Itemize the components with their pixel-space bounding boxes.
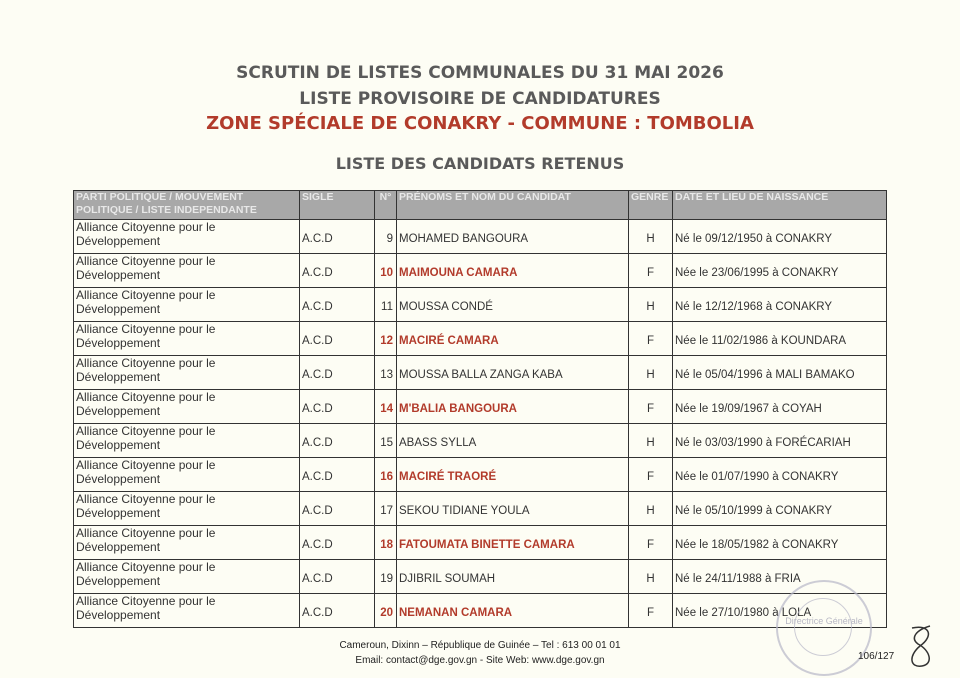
table-row [74,356,887,390]
candidate-name-cell: ABASS SYLLA [397,424,629,458]
party-cell: Alliance Citoyenne pour le Développement [74,458,300,492]
table-row [74,288,887,322]
sigle-cell: A.C.D [300,560,375,594]
gender-cell: F [629,458,673,492]
birth-cell: Né le 12/12/1968 à CONAKRY [673,288,887,322]
gender-cell: F [629,390,673,424]
candidate-name-cell: MAIMOUNA CAMARA [397,254,629,288]
table-row [74,458,887,492]
zone-title: ZONE SPÉCIALE DE CONAKRY - COMMUNE : TOMBOLIA [206,113,754,134]
column-header-sigle: SIGLE [300,191,375,220]
party-cell: Alliance Citoyenne pour le Développement [74,560,300,594]
sigle-cell: A.C.D [300,390,375,424]
sigle-cell: A.C.D [300,288,375,322]
table-row [74,254,887,288]
candidate-name-cell: MOHAMED BANGOURA [397,220,629,254]
page-number: 106/127 [858,651,895,662]
number-cell: 17 [375,492,397,526]
candidates-table [73,190,887,628]
party-cell: Alliance Citoyenne pour le Développement [74,526,300,560]
candidate-name-cell: FATOUMATA BINETTE CAMARA [397,526,629,560]
table-row [74,424,887,458]
birth-cell: Né le 03/03/1990 à FORÉCARIAH [673,424,887,458]
gender-cell: H [629,288,673,322]
gender-cell: H [629,424,673,458]
signature-mark [900,622,940,672]
table-row [74,526,887,560]
party-cell: Alliance Citoyenne pour le Développement [74,254,300,288]
sigle-cell: A.C.D [300,356,375,390]
sigle-cell: A.C.D [300,322,375,356]
gender-cell: F [629,322,673,356]
gender-cell: H [629,560,673,594]
sigle-cell: A.C.D [300,594,375,628]
gender-cell: F [629,526,673,560]
sigle-cell: A.C.D [300,220,375,254]
candidate-name-cell: MOUSSA BALLA ZANGA KABA [397,356,629,390]
sigle-cell: A.C.D [300,492,375,526]
number-cell: 11 [375,288,397,322]
candidate-name-cell: MOUSSA CONDÉ [397,288,629,322]
birth-cell: Née le 11/02/1986 à KOUNDARA [673,322,887,356]
candidate-name-cell: NEMANAN CAMARA [397,594,629,628]
table-row [74,492,887,526]
party-cell: Alliance Citoyenne pour le Développement [74,424,300,458]
birth-cell: Née le 01/07/1990 à CONAKRY [673,458,887,492]
sigle-cell: A.C.D [300,254,375,288]
table-row [74,560,887,594]
number-cell: 16 [375,458,397,492]
candidate-name-cell: SEKOU TIDIANE YOULA [397,492,629,526]
document-title: SCRUTIN DE LISTES COMMUNALES DU 31 MAI 2026 [236,63,724,83]
column-header-name: PRÉNOMS ET NOM DU CANDIDAT [397,191,629,220]
table-header-row [74,191,887,220]
number-cell: 18 [375,526,397,560]
column-header-gender: GENRE [629,191,673,220]
party-cell: Alliance Citoyenne pour le Développement [74,220,300,254]
document-subtitle: LISTE PROVISOIRE DE CANDIDATURES [299,89,661,109]
column-header-birth: DATE ET LIEU DE NAISSANCE [673,191,887,220]
gender-cell: H [629,220,673,254]
number-cell: 15 [375,424,397,458]
candidate-name-cell: DJIBRIL SOUMAH [397,560,629,594]
sigle-cell: A.C.D [300,424,375,458]
candidate-name-cell: MACIRÉ TRAORÉ [397,458,629,492]
birth-cell: Née le 18/05/1982 à CONAKRY [673,526,887,560]
number-cell: 12 [375,322,397,356]
gender-cell: F [629,594,673,628]
party-cell: Alliance Citoyenne pour le Développement [74,288,300,322]
column-header-party: PARTI POLITIQUE / MOUVEMENT POLITIQUE / LISTE INDEPENDANTE [74,191,300,220]
table-row [74,322,887,356]
sigle-cell: A.C.D [300,458,375,492]
gender-cell: H [629,492,673,526]
party-cell: Alliance Citoyenne pour le Développement [74,390,300,424]
candidate-name-cell: M'BALIA BANGOURA [397,390,629,424]
candidate-name-cell: MACIRÉ CAMARA [397,322,629,356]
birth-cell: Né le 05/04/1996 à MALI BAMAKO [673,356,887,390]
party-cell: Alliance Citoyenne pour le Développement [74,492,300,526]
column-header-number: N° [375,191,397,220]
sigle-cell: A.C.D [300,526,375,560]
birth-cell: Née le 27/10/1980 à LOLA [673,594,887,628]
seal-text: Directrice Générale [785,616,863,626]
number-cell: 13 [375,356,397,390]
table-row [74,594,887,628]
party-cell: Alliance Citoyenne pour le Développement [74,322,300,356]
birth-cell: Né le 05/10/1999 à CONAKRY [673,492,887,526]
birth-cell: Né le 24/11/1988 à FRIA [673,560,887,594]
birth-cell: Née le 19/09/1967 à COYAH [673,390,887,424]
birth-cell: Née le 23/06/1995 à CONAKRY [673,254,887,288]
footer-address: Cameroun, Dixinn – République de Guinée – Tel : 613 00 01 01 [339,640,621,651]
gender-cell: F [629,254,673,288]
number-cell: 20 [375,594,397,628]
number-cell: 9 [375,220,397,254]
table-row [74,390,887,424]
list-title: LISTE DES CANDIDATS RETENUS [335,154,625,173]
birth-cell: Né le 09/12/1950 à CONAKRY [673,220,887,254]
number-cell: 14 [375,390,397,424]
party-cell: Alliance Citoyenne pour le Développement [74,356,300,390]
gender-cell: H [629,356,673,390]
footer-contact: Email: contact@dge.gov.gn - Site Web: www.dge.gov.gn [355,655,605,666]
number-cell: 19 [375,560,397,594]
party-cell: Alliance Citoyenne pour le Développement [74,594,300,628]
table-row [74,220,887,254]
number-cell: 10 [375,254,397,288]
